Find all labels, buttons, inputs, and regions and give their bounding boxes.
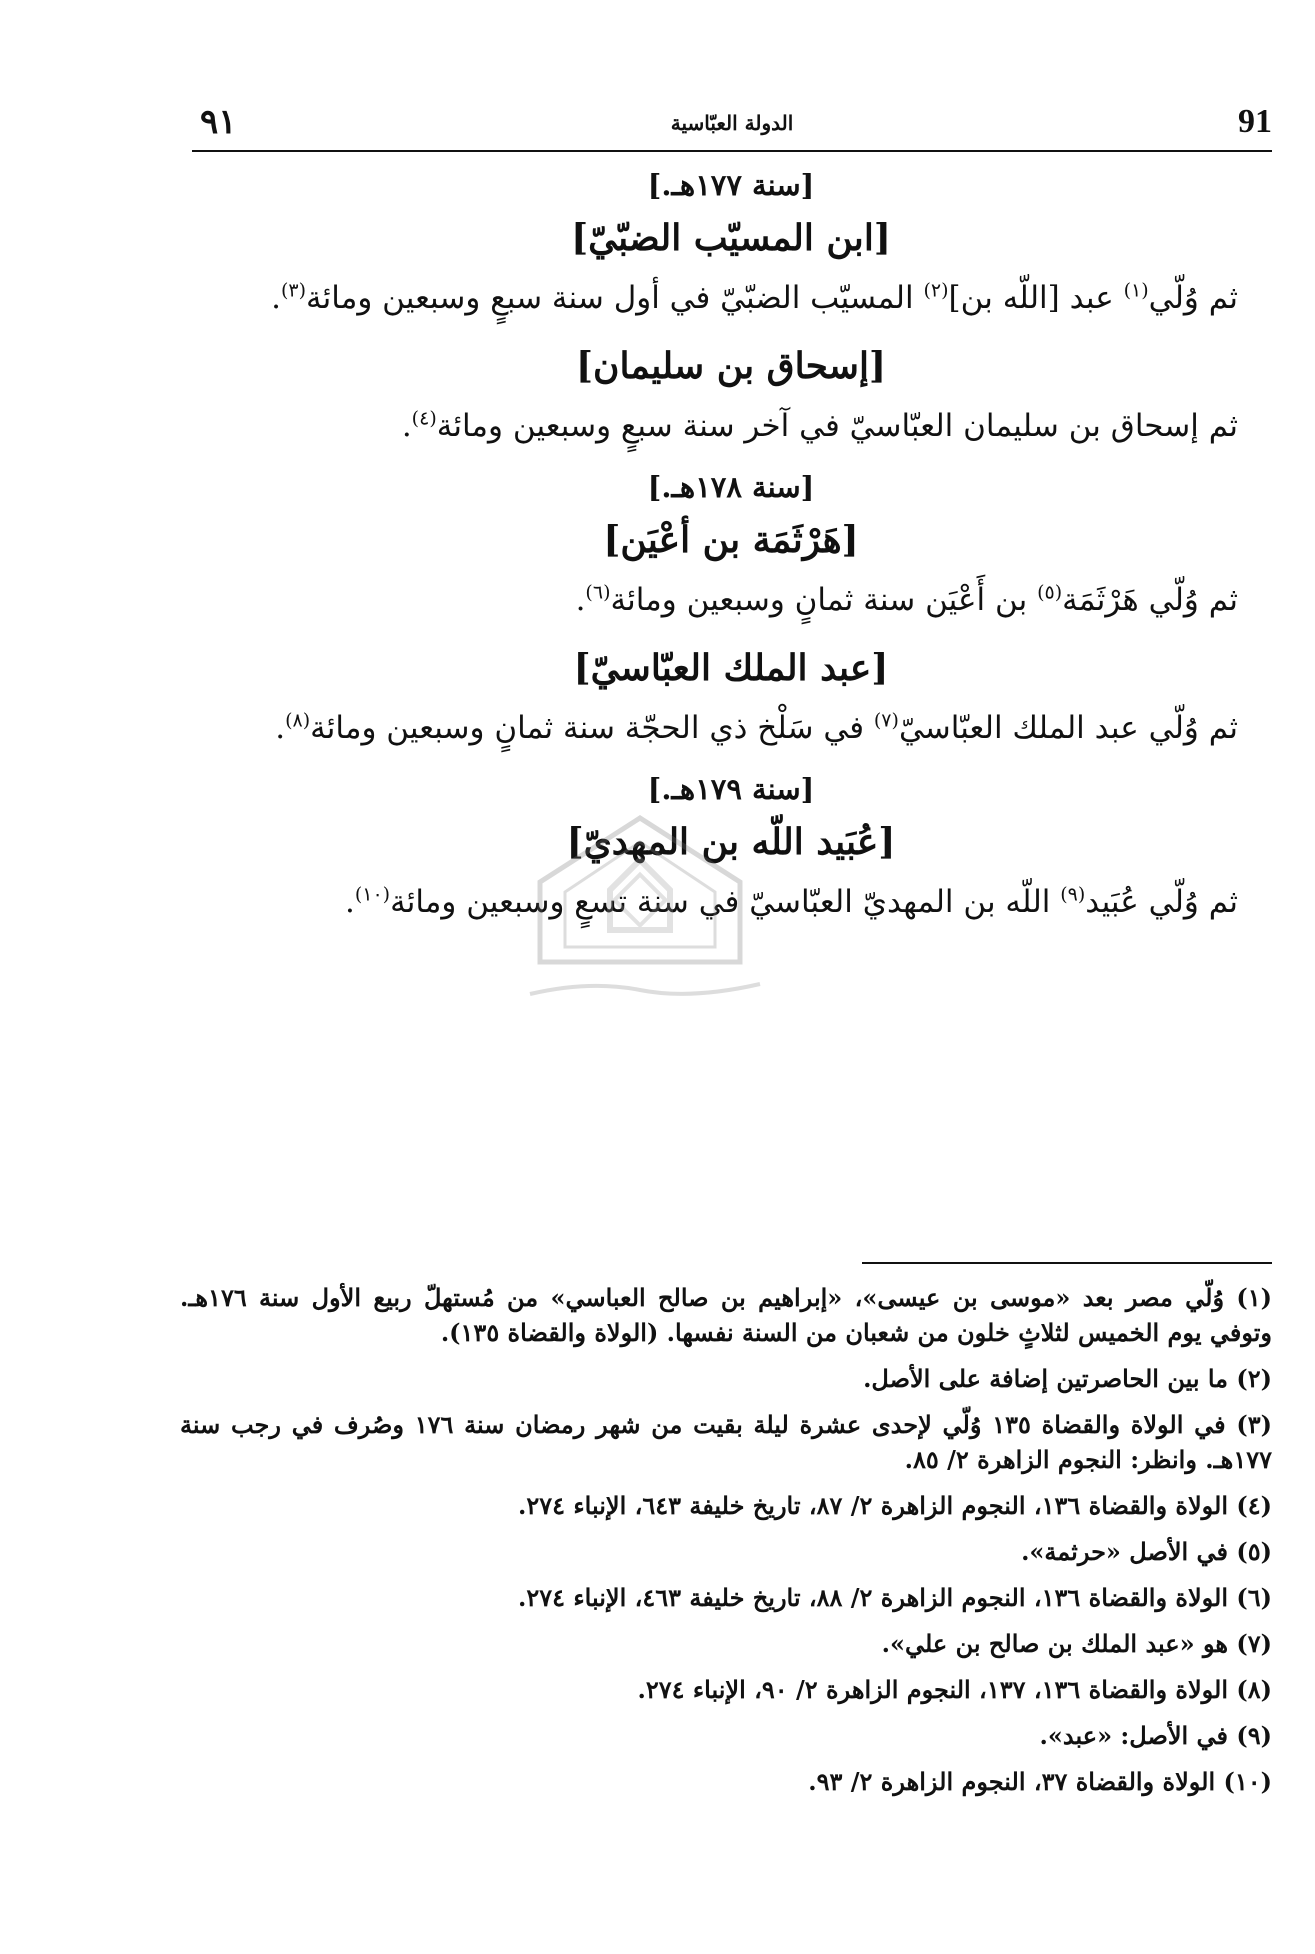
footnote <box>180 1580 1272 1615</box>
para-end: . <box>401 408 412 444</box>
para-end: . <box>575 582 586 618</box>
footnote <box>180 1764 1272 1799</box>
para-text: ثم وُلّي <box>1148 280 1238 316</box>
footnote-number: (٨) <box>1236 1675 1272 1704</box>
section-paragraph <box>190 702 1272 754</box>
footnote-number: (٣) <box>1236 1410 1272 1439</box>
footnote-rule <box>862 1262 1272 1264</box>
footnote <box>180 1361 1272 1396</box>
footnote-number: (٦) <box>1236 1583 1272 1612</box>
footnote-ref: (٣) <box>280 279 307 302</box>
footnote-ref: (٥) <box>1037 581 1063 604</box>
footnote-text: في الأصل «حرثمة». <box>1021 1537 1229 1566</box>
section-heading: [عبد الملك العبّاسيّ] <box>573 647 889 689</box>
para-end: . <box>271 280 281 316</box>
footnote <box>180 1718 1272 1753</box>
section-heading: [هَرْثَمَة بن أعْيَن] <box>603 519 859 561</box>
section-heading: [إسحاق بن سليمان] <box>575 345 887 387</box>
para-text: في سَلْخ ذي الحجّة سنة ثمانٍ وسبعين ومائة <box>310 710 865 746</box>
footnote <box>180 1407 1272 1477</box>
para-text: المسيّب الضبّيّ في أول سنة سبعٍ وسبعين ومائة <box>306 280 914 316</box>
footnote <box>180 1672 1272 1707</box>
footnote-number: (٧) <box>1236 1629 1272 1658</box>
footnote <box>180 1534 1272 1569</box>
footnote-number: (٤) <box>1236 1491 1272 1520</box>
footnote-ref: (٨) <box>285 709 311 732</box>
stamp-diamond-icon <box>615 875 666 926</box>
library-stamp-watermark <box>510 812 770 1012</box>
para-text: بن أَعْيَن سنة ثمانٍ وسبعين ومائة <box>610 582 1028 618</box>
footnote <box>180 1626 1272 1661</box>
footnote-ref: (١٠) <box>354 883 391 906</box>
footnote <box>180 1280 1272 1350</box>
footnote-number: (٥) <box>1236 1537 1272 1566</box>
header-rule <box>192 150 1272 152</box>
para-text: ثم إسحاق بن سليمان العبّاسيّ في آخر سنة سبعٍ وسبعين ومائة <box>436 408 1238 444</box>
page-number-latin: 91 <box>1238 103 1272 140</box>
running-header <box>192 98 1272 148</box>
footnote-ref: (١) <box>1123 279 1149 302</box>
section-paragraph <box>190 574 1272 626</box>
footnote-number: (٢) <box>1236 1364 1272 1393</box>
para-text: ثم وُلّي عُبَيد <box>1085 884 1238 920</box>
para-text: عبد [اللّه بن] <box>948 280 1114 316</box>
footnote-text: الولاة والقضاة ١٣٦، ١٣٧، النجوم الزاهرة ٢/ ٩٠، الإنباء ٢٧٤. <box>637 1675 1229 1704</box>
footnote-text: في الولاة والقضاة ١٣٥ وُلّي لإحدى عشرة ليلة بقيت من شهر رمضان سنة ١٧٦ وصُرف في رجب سنة ١٧٧هـ. وانظر: النجوم الزاهرة ٢/ ٨٥. <box>180 1410 1272 1474</box>
footnote-text: الولاة والقضاة ١٣٦، النجوم الزاهرة ٢/ ٨٨، تاريخ خليفة ٤٦٣، الإنباء ٢٧٤. <box>517 1583 1229 1612</box>
footnote <box>180 1488 1272 1523</box>
footnote-text: وُلّي مصر بعد «موسى بن عيسى»، «إبراهيم بن صالح العباسي» من مُستهلّ ربيع الأول سنة ١٧٦هـ. وتوفي يوم الخميس لثلاثٍ خلون من شعبان من السنة نفسها. (الولاة والقضاة ١٣٥). <box>180 1283 1272 1347</box>
para-text: ثم وُلّي هَرْثَمَة <box>1062 582 1238 618</box>
footnote-ref: (٢) <box>923 279 949 302</box>
para-text: اللّه بن المهديّ العبّاسيّ في سنة تسعٍ وسبعين ومائة <box>390 884 1051 920</box>
footnote-text: ما بين الحاصرتين إضافة على الأصل. <box>863 1364 1229 1393</box>
footnote-number: (٩) <box>1236 1721 1272 1750</box>
section-paragraph <box>190 272 1272 324</box>
footnote-text: الولاة والقضاة ٣٧، النجوم الزاهرة ٢/ ٩٣. <box>808 1767 1216 1796</box>
footnotes <box>180 1280 1272 1810</box>
year-heading: [سنة ١٧٩هـ.] <box>647 772 815 806</box>
para-end: . <box>344 884 355 920</box>
footnote-ref: (٧) <box>873 709 899 732</box>
para-text: ثم وُلّي عبد الملك العبّاسيّ <box>898 710 1238 746</box>
section-heading: [عُبَيد اللّه بن المهديّ] <box>566 821 896 863</box>
footnote-ref: (٩) <box>1060 883 1086 906</box>
page-number-arabic: ٩١ <box>200 102 237 142</box>
section-heading: [ابن المسيّب الضبّيّ] <box>571 217 891 259</box>
year-heading: [سنة ١٧٧هـ.] <box>647 168 815 202</box>
footnote-ref: (٤) <box>411 407 437 430</box>
footnote-ref: (٦) <box>585 581 611 604</box>
para-end: . <box>275 710 286 746</box>
running-title: الدولة العبّاسية <box>670 111 794 135</box>
footnote-text: هو «عبد الملك بن صالح بن علي». <box>881 1629 1229 1658</box>
footnote-text: في الأصل: «عبد». <box>1039 1721 1229 1750</box>
section-paragraph <box>190 400 1272 452</box>
footnote-text: الولاة والقضاة ١٣٦، النجوم الزاهرة ٢/ ٨٧، تاريخ خليفة ٦٤٣، الإنباء ٢٧٤. <box>517 1491 1229 1520</box>
year-heading: [سنة ١٧٨هـ.] <box>647 470 815 504</box>
footnote-number: (١٠) <box>1223 1767 1272 1796</box>
stamp-script-stroke <box>530 984 760 994</box>
footnote-number: (١) <box>1236 1283 1272 1312</box>
